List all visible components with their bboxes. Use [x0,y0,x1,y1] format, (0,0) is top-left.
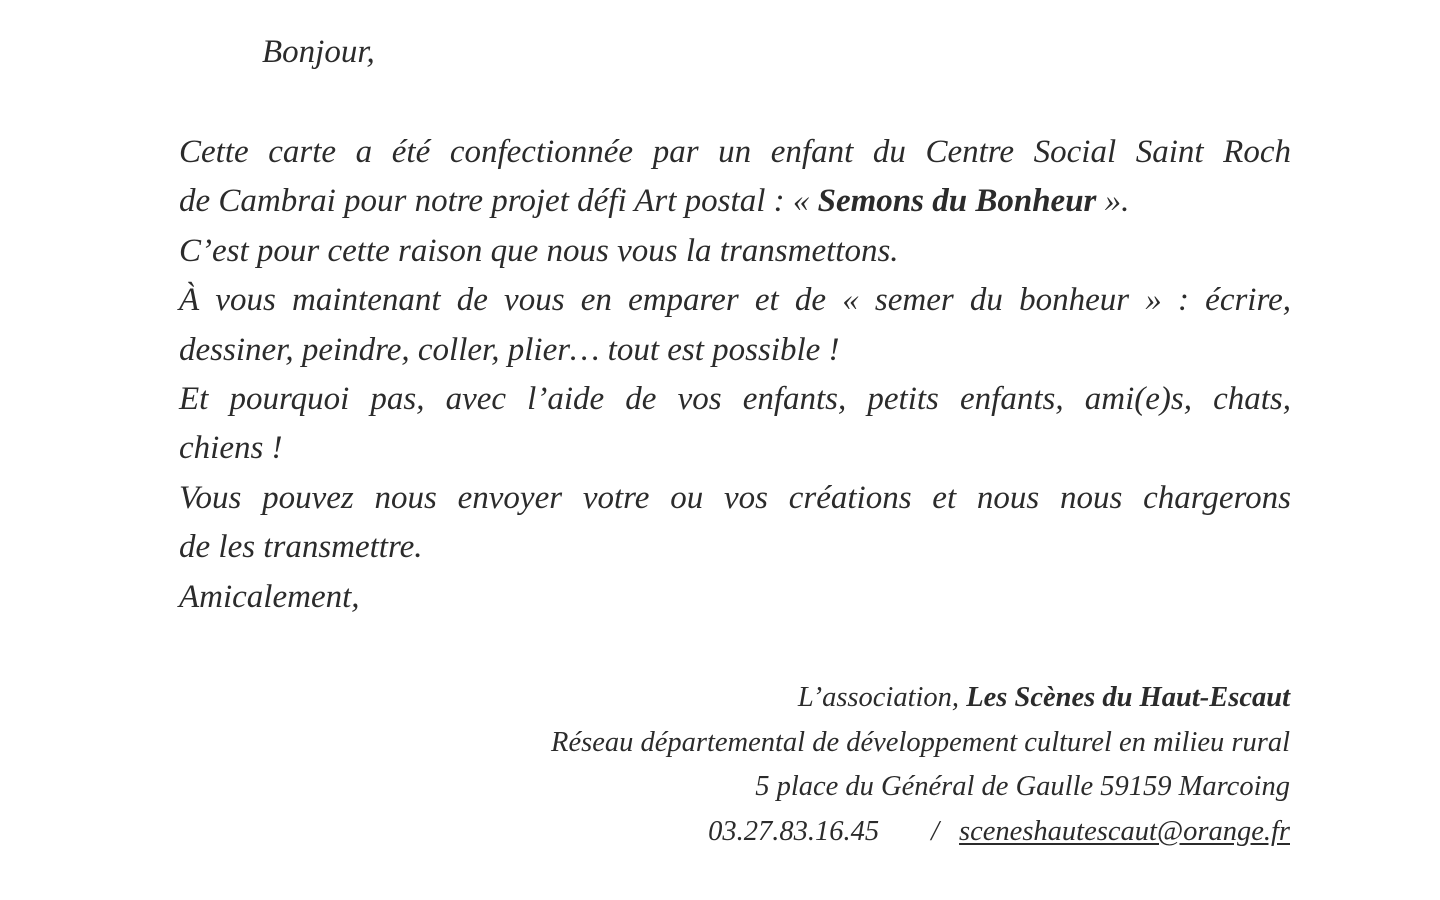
phone-number: 03.27.83.16.45 [708,815,880,847]
email-link[interactable]: sceneshautescaut@orange.fr [959,815,1290,847]
body-line-2 [179,177,1291,226]
contact-line [551,810,1290,855]
organization-name: Les Scènes du Haut-Escaut [966,682,1290,713]
body-line-8: Vous pouvez nous envoyer votre ou vos créations et nous nous chargerons [179,479,1291,516]
body-line-4: À vous maintenant de vous en emparer et de « semer du bonheur » : écrire, [179,282,1291,319]
letter-body [179,128,1291,622]
body-line-3: C’est pour cette raison que nous vous la transmettons. [179,232,899,269]
body-line-9: de les transmettre. [179,529,423,566]
body-line-5: dessiner, peindre, coller, plier… tout est possible ! [179,331,840,368]
signature-block [551,676,1290,854]
body-line-7: chiens ! [179,430,283,467]
organization-subtitle: Réseau départemental de développement culturel en milieu rural [551,726,1290,758]
greeting: Bonjour, [262,34,375,70]
body-line-6: Et pourquoi pas, avec l’aide de vos enfants, petits enfants, ami(e)s, chats, [179,381,1291,418]
contact-separator: / [931,815,940,847]
body-line-2-before: de Cambrai pour notre projet défi Art postal : « [179,183,818,220]
body-line-1: Cette carte a été confectionnée par un enfant du Centre Social Saint Roch [179,134,1291,170]
organization-address: 5 place du Général de Gaulle 59159 Marcoing [755,771,1290,802]
body-line-2-after: ». [1096,183,1130,220]
project-title: Semons du Bonheur [817,183,1097,220]
closing: Amicalement, [179,578,360,615]
signature-org-line [551,676,1290,721]
signature-intro: L’association, [797,682,967,713]
